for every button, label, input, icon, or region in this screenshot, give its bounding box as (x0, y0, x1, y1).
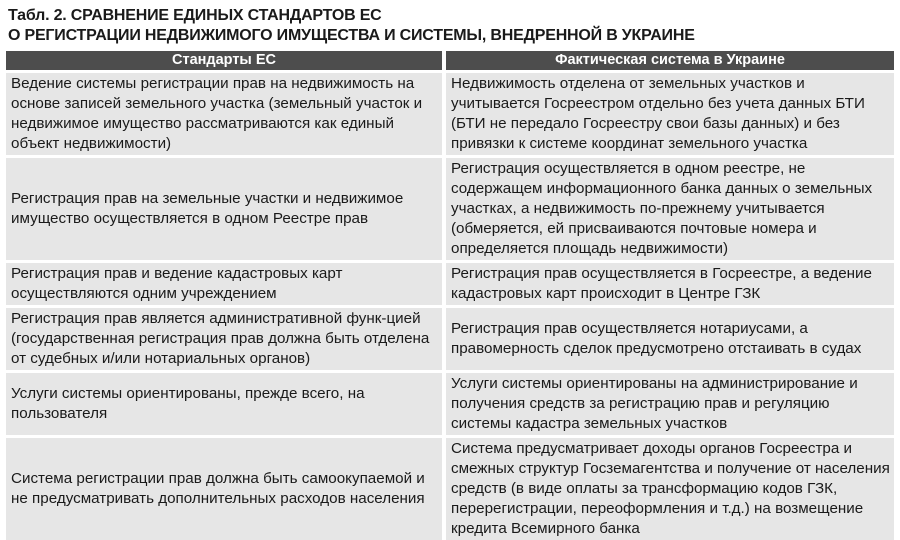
table-title (0, 0, 900, 46)
ukraine-system-cell: Регистрация прав осуществляется нотариусами, а правомерность сделок предусмотрено отстаивать в судах (444, 307, 894, 372)
eu-standard-cell: Регистрация прав является административной функ-цией (государственная регистрация прав должна быть отделена от судебных и/или нотариальных органов) (6, 307, 444, 372)
ukraine-system-cell: Система предусматривает доходы органов Госреестра и смежных структур Госземагентства и получение от населения средств (в виде оплаты за трансформацию кодов ГЗК, перерегистрации, переоформления и т.д.) на возмещение кредита Всемирного банка (444, 437, 894, 540)
comparison-table (6, 51, 894, 540)
ukraine-system-cell: Услуги системы ориентированы на администрирование и получения средств за регистрацию прав и регуляцию системы кадастра земельных участков (444, 372, 894, 437)
column-header-ukraine-system: Фактическая система в Украине (444, 51, 894, 72)
table-row (6, 372, 894, 437)
eu-standard-cell: Услуги системы ориентированы, прежде всего, на пользователя (6, 372, 444, 437)
eu-standard-cell: Регистрация прав на земельные участки и недвижимое имущество осуществляется в одном Реестре прав (6, 157, 444, 262)
ukraine-system-cell: Регистрация осуществляется в одном реестре, не содержащем информационного банка данных о земельных участках, а недвижимость по-прежнему учитывается (обмеряется, ей присваиваются почтовые номера и определяется площадь недвижимости) (444, 157, 894, 262)
table-row (6, 437, 894, 540)
eu-standard-cell: Регистрация прав и ведение кадастровых карт осуществляются одним учреждением (6, 262, 444, 307)
table-row (6, 157, 894, 262)
table-row (6, 262, 894, 307)
ukraine-system-cell: Недвижимость отделена от земельных участков и учитывается Госреестром отдельно без учета данных БТИ (БТИ не передало Госреестру свои базы данных) и без привязки к системе координат земельного участка (444, 72, 894, 157)
title-line-1: Табл. 2. СРАВНЕНИЕ ЕДИНЫХ СТАНДАРТОВ ЕС (8, 7, 382, 24)
eu-standard-cell: Система регистрации прав должна быть самоокупаемой и не предусматривать дополнительных расходов населения (6, 437, 444, 540)
eu-standard-cell: Ведение системы регистрации прав на недвижимость на основе записей земельного участка (земельный участок и недвижимое имущество рассматриваются как единый объект недвижимости) (6, 72, 444, 157)
table-row (6, 72, 894, 157)
table-row (6, 307, 894, 372)
header-row (6, 51, 894, 72)
column-header-eu-standards: Стандарты ЕС (6, 51, 444, 72)
title-line-2: О РЕГИСТРАЦИИ НЕДВИЖИМОГО ИМУЩЕСТВА И СИСТЕМЫ, ВНЕДРЕННОЙ В УКРАИНЕ (8, 26, 892, 46)
ukraine-system-cell: Регистрация прав осуществляется в Госреестре, а ведение кадастровых карт происходит в Центре ГЗК (444, 262, 894, 307)
